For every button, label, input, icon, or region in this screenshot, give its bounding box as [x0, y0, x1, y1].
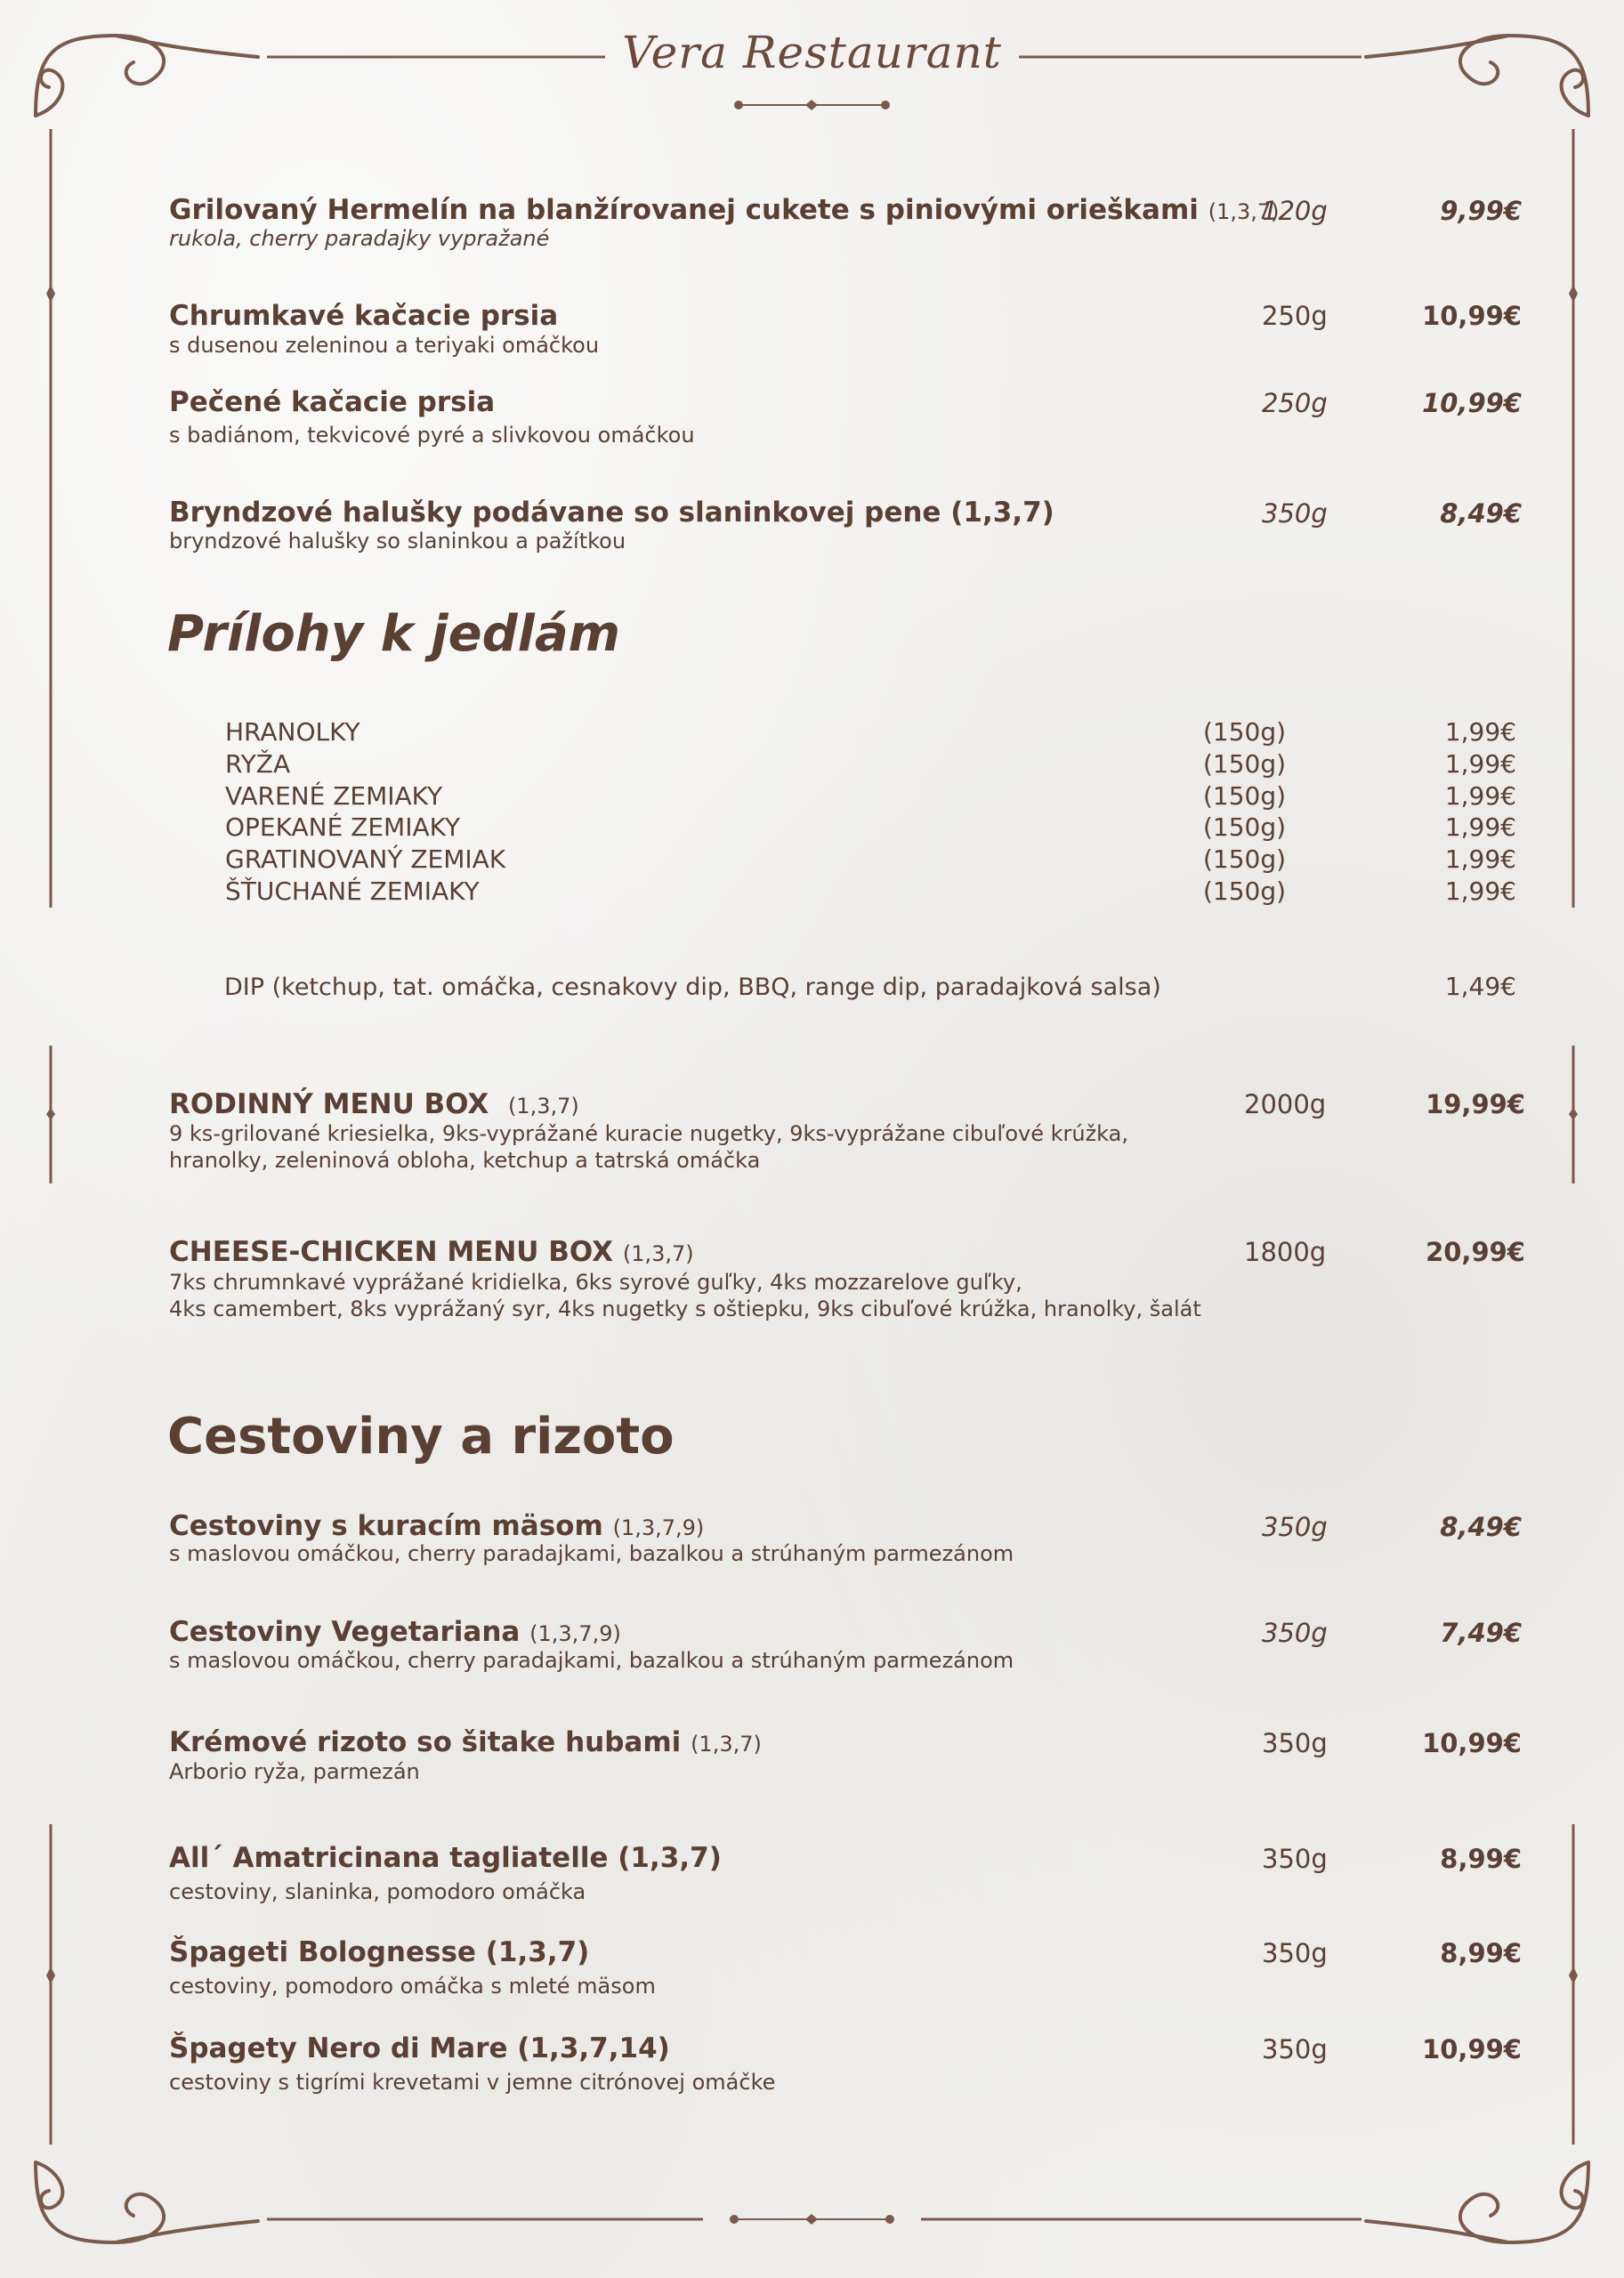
- main-item-desc: bryndzové halušky so slaninkou a pažítkou: [169, 529, 626, 553]
- pasta-item-weight: 350g: [1262, 1512, 1328, 1542]
- pasta-item-name: All´ Amatricinana tagliatelle (1,3,7): [169, 1842, 722, 1874]
- side-item-weight: (150g): [1203, 844, 1287, 874]
- pasta-item-name: Cestoviny Vegetariana (1,3,7,9): [169, 1616, 621, 1648]
- side-item-weight: (150g): [1203, 749, 1287, 779]
- side-item-price: 1,99€: [1444, 749, 1516, 779]
- box-item-desc: hranolky, zeleninová obloha, ketchup a tatrská omáčka: [169, 1148, 761, 1173]
- main-item-name: Pečené kačacie prsia: [169, 386, 496, 418]
- pasta-item-weight: 350g: [1262, 1938, 1328, 1968]
- main-item-price: 9,99€: [1440, 196, 1522, 226]
- side-item-name: RYŽA: [225, 749, 291, 779]
- pasta-item-price: 8,49€: [1440, 1512, 1522, 1542]
- main-item-weight: 250g: [1262, 301, 1328, 331]
- pasta-item-desc: cestoviny, slaninka, pomodoro omáčka: [169, 1879, 586, 1904]
- pasta-item-weight: 350g: [1262, 1618, 1328, 1648]
- pasta-item-desc: cestoviny s tigrími krevetami v jemne citrónovej omáčke: [169, 2070, 776, 2095]
- pasta-item-desc: s maslovou omáčkou, cherry paradajkami, bazalkou a strúhaným parmezánom: [169, 1648, 1014, 1673]
- pasta-item-name: Špageti Bolognesse (1,3,7): [169, 1936, 590, 1968]
- box-item-price: 19,99€: [1426, 1089, 1525, 1119]
- pasta-item-price: 8,99€: [1440, 1938, 1522, 1968]
- main-item-desc: s badiánom, tekvicové pyré a slivkovou omáčkou: [169, 423, 695, 448]
- pasta-item-weight: 350g: [1262, 1844, 1328, 1874]
- pasta-item-name: Krémové rizoto so šitake hubami (1,3,7): [169, 1726, 762, 1758]
- box-item-desc: 4ks camembert, 8ks vyprážaný syr, 4ks nugetky s oštiepku, 9ks cibuľové krúžka, hranolky, šalát: [169, 1297, 1201, 1321]
- pasta-item-desc: s maslovou omáčkou, cherry paradajkami, bazalkou a strúhaným parmezánom: [169, 1541, 1014, 1566]
- main-item-name: Grilovaný Hermelín na blanžírovanej cukete s piniovými orieškami (1,3,7): [169, 194, 1280, 226]
- main-item-price: 10,99€: [1422, 301, 1522, 331]
- box-item-desc: 7ks chrumnkavé vyprážané kridielka, 6ks syrové guľky, 4ks mozzarelove guľky,: [169, 1270, 1022, 1295]
- dip-item-price: 1,49€: [1444, 972, 1516, 1001]
- side-item-name: GRATINOVANÝ ZEMIAK: [225, 844, 506, 874]
- box-item-name: RODINNÝ MENU BOX (1,3,7): [169, 1088, 579, 1120]
- side-item-weight: (150g): [1203, 781, 1287, 811]
- box-item-weight: 2000g: [1244, 1089, 1327, 1119]
- side-item-weight: (150g): [1203, 876, 1287, 906]
- restaurant-name: Vera Restaurant: [622, 27, 1002, 78]
- pasta-item-price: 10,99€: [1422, 2034, 1522, 2064]
- side-item-name: ŠŤUCHANÉ ZEMIAKY: [225, 876, 480, 906]
- main-item-weight: 250g: [1262, 388, 1328, 418]
- main-item-price: 8,49€: [1440, 498, 1522, 529]
- main-item-desc: s dusenou zeleninou a teriyaki omáčkou: [169, 333, 600, 358]
- section-heading-pasta: Cestoviny a rizoto: [167, 1408, 675, 1466]
- side-item-price: 1,99€: [1444, 876, 1516, 906]
- main-item-price: 10,99€: [1422, 388, 1522, 418]
- pasta-item-price: 7,49€: [1440, 1618, 1522, 1648]
- pasta-item-name: Špagety Nero di Mare (1,3,7,14): [169, 2032, 670, 2064]
- box-item-desc: 9 ks-grilované kriesielka, 9ks-vyprážané kuracie nugetky, 9ks-vyprážane cibuľové krúžka,: [169, 1121, 1128, 1146]
- main-item-desc: rukola, cherry paradajky vypražané: [169, 226, 550, 251]
- pasta-item-weight: 350g: [1262, 1728, 1328, 1758]
- main-item-name: Chrumkavé kačacie prsia: [169, 300, 559, 332]
- pasta-item-price: 8,99€: [1440, 1844, 1522, 1874]
- main-item-weight: 350g: [1262, 498, 1328, 529]
- main-item-name: Bryndzové halušky podávane so slaninkovej pene (1,3,7): [169, 497, 1054, 529]
- pasta-item-name: Cestoviny s kuracím mäsom (1,3,7,9): [169, 1510, 705, 1542]
- side-item-name: HRANOLKY: [225, 717, 360, 747]
- dip-item-name: DIP (ketchup, tat. omáčka, cesnakovy dip, BBQ, range dip, paradajková salsa): [224, 973, 1161, 1001]
- side-item-price: 1,99€: [1444, 781, 1516, 811]
- box-item-name: CHEESE-CHICKEN MENU BOX (1,3,7): [169, 1236, 694, 1268]
- side-item-name: VARENÉ ZEMIAKY: [225, 781, 443, 811]
- main-item-weight: 120g: [1262, 196, 1328, 226]
- pasta-item-weight: 350g: [1262, 2034, 1328, 2064]
- pasta-item-desc: Arborio ryža, parmezán: [169, 1759, 420, 1784]
- side-item-weight: (150g): [1203, 812, 1287, 842]
- side-item-price: 1,99€: [1444, 717, 1516, 747]
- box-item-weight: 1800g: [1244, 1237, 1327, 1267]
- side-item-price: 1,99€: [1444, 812, 1516, 842]
- box-item-price: 20,99€: [1426, 1237, 1525, 1267]
- pasta-item-desc: cestoviny, pomodoro omáčka s mleté mäsom: [169, 1974, 656, 1999]
- pasta-item-price: 10,99€: [1422, 1728, 1522, 1758]
- side-item-price: 1,99€: [1444, 844, 1516, 874]
- side-item-name: OPEKANÉ ZEMIAKY: [225, 812, 461, 842]
- side-item-weight: (150g): [1203, 717, 1287, 747]
- section-heading-sides: Prílohy k jedlám: [167, 605, 621, 663]
